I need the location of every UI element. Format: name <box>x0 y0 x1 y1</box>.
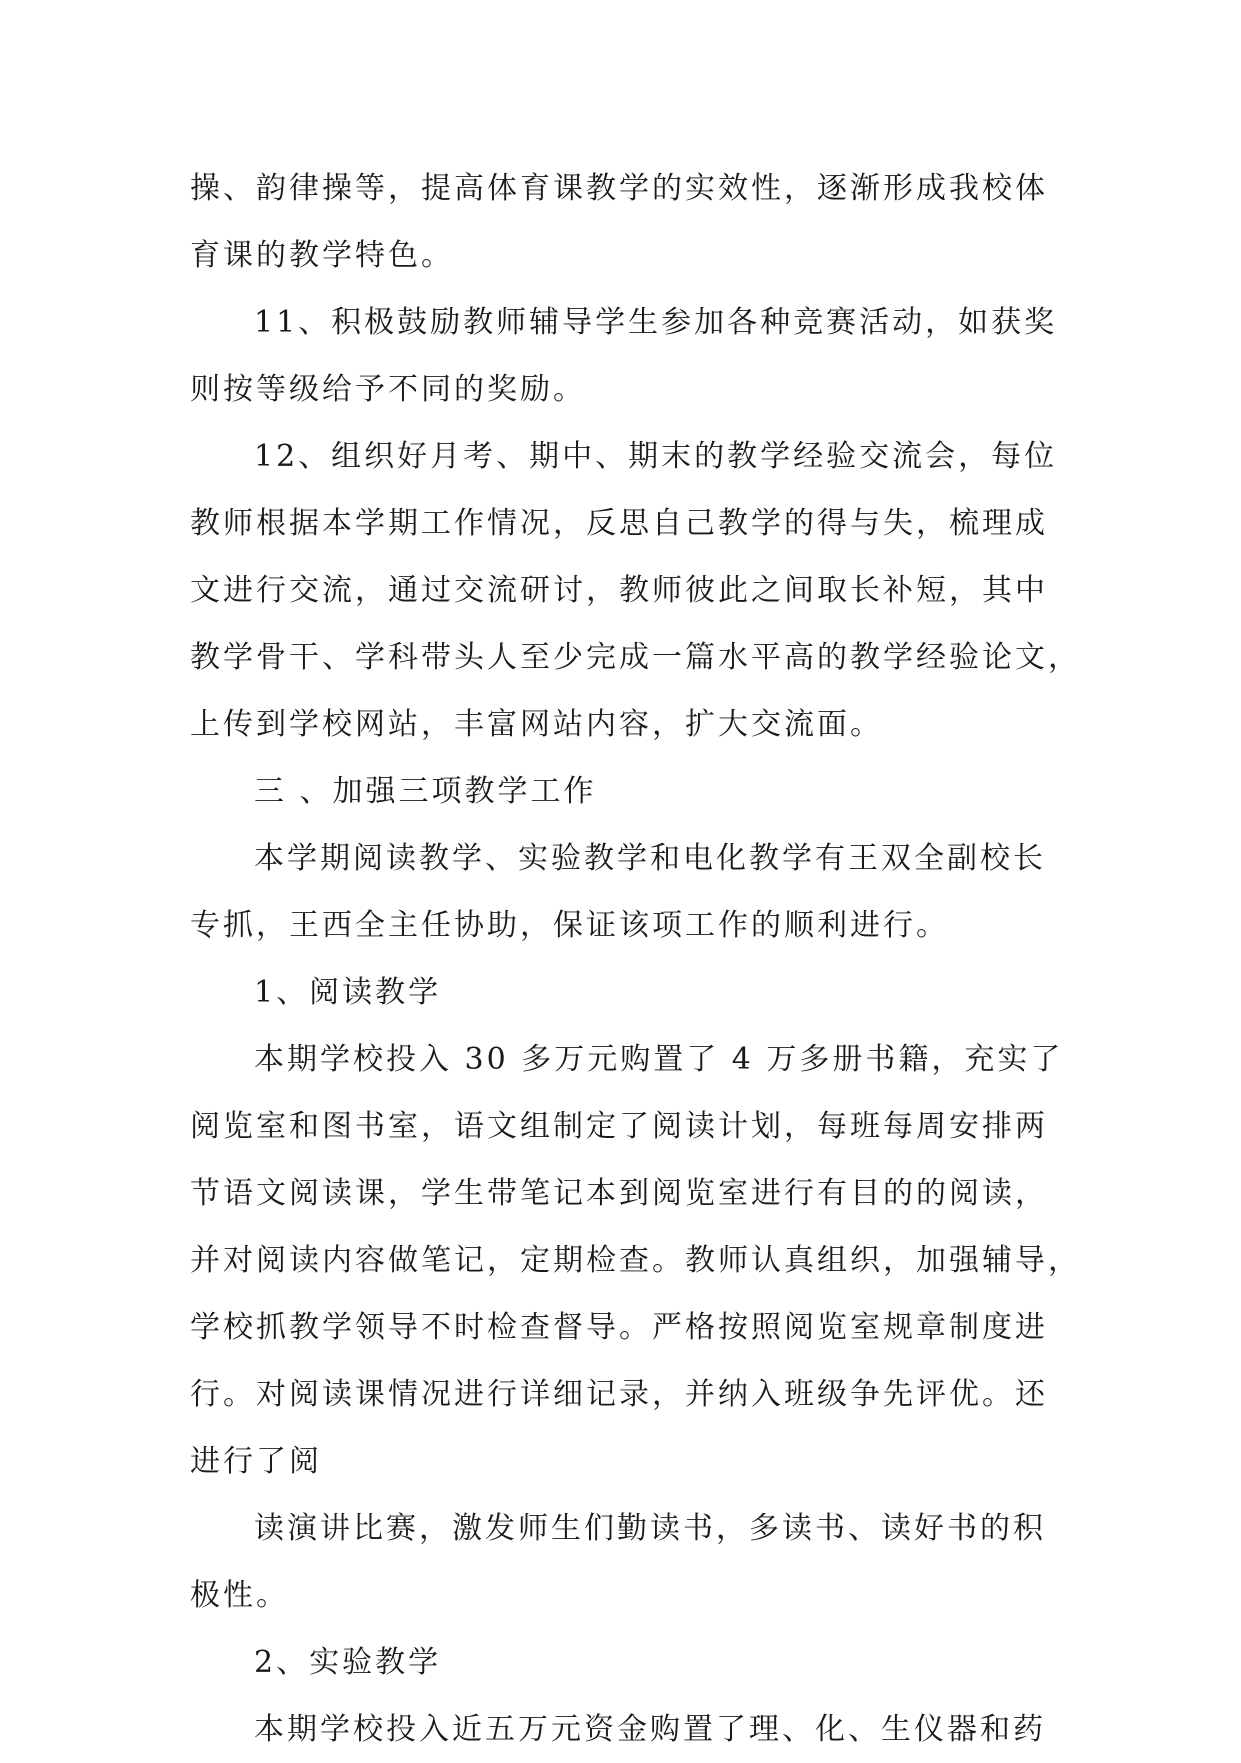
text-line: 读演讲比赛，激发师生们勤读书，多读书、读好书的积 <box>254 1511 1046 1546</box>
text-line: 行。对阅读课情况进行详细记录，并纳入班级争先评优。还 <box>190 1377 1048 1412</box>
text-line: 育课的教学特色。 <box>190 238 454 273</box>
text-line: 学校抓教学领导不时检查督导。严格按照阅览室规章制度进 <box>190 1310 1048 1345</box>
document-body <box>190 155 1081 1763</box>
text-line: 教师根据本学期工作情况，反思自己教学的得与失，梳理成 <box>190 506 1048 541</box>
text-line: 则按等级给予不同的奖励。 <box>190 372 586 407</box>
text-line: 阅览室和图书室，语文组制定了阅读计划，每班每周安排两 <box>190 1109 1048 1144</box>
text-line: 12、组织好月考、期中、期末的教学经验交流会，每位 <box>254 439 1058 474</box>
text-line: 本期学校投入 30 多万元购置了 4 万多册书籍，充实了 <box>254 1042 1064 1077</box>
text-line: 极性。 <box>190 1578 289 1613</box>
text-line: 11、积极鼓励教师辅导学生参加各种竞赛活动，如获奖 <box>254 305 1058 340</box>
text-line: 文进行交流，通过交流研讨，教师彼此之间取长补短，其中 <box>190 573 1048 608</box>
text-line: 并对阅读内容做笔记，定期检查。教师认真组织，加强辅导， <box>190 1243 1081 1278</box>
text-line: 进行了阅 <box>190 1444 322 1479</box>
text-line: 上传到学校网站，丰富网站内容，扩大交流面。 <box>190 707 883 742</box>
text-line: 操、韵律操等，提高体育课教学的实效性，逐渐形成我校体 <box>190 171 1048 206</box>
text-line: 1、阅读教学 <box>254 975 442 1010</box>
text-line: 专抓，王西全主任协助，保证该项工作的顺利进行。 <box>190 908 949 943</box>
text-line: 本期学校投入近五万元资金购置了理、化、生仪器和药 <box>254 1712 1046 1747</box>
text-line: 节语文阅读课，学生带笔记本到阅览室进行有目的的阅读， <box>190 1176 1048 1211</box>
text-line: 本学期阅读教学、实验教学和电化教学有王双全副校长 <box>254 841 1046 876</box>
text-line: 教学骨干、学科带头人至少完成一篇水平高的教学经验论文， <box>190 640 1081 675</box>
text-line: 2、实验教学 <box>254 1645 442 1680</box>
text-line: 三 、加强三项教学工作 <box>254 774 597 809</box>
